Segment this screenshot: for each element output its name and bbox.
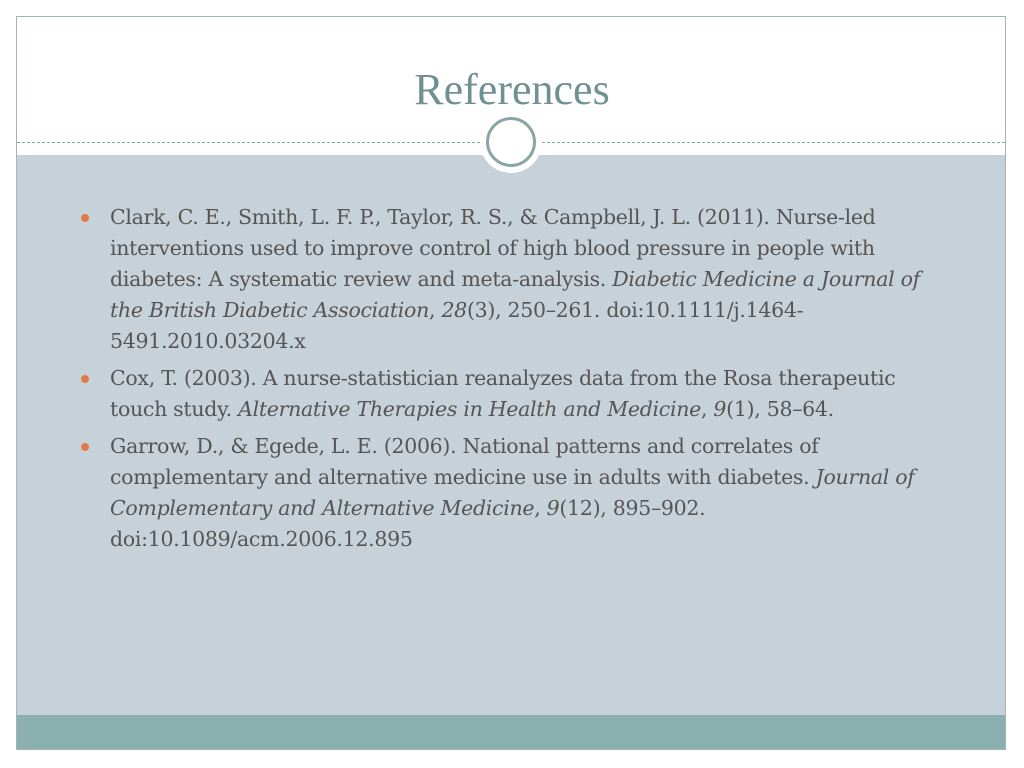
reference-sep: , (700, 397, 714, 421)
reference-volume: 9 (546, 496, 560, 520)
page-title: References (414, 65, 610, 114)
reference-lead: Garrow, D., & Egede, L. E. (2006). National patterns and correlates of complementary and alternative medicine use in adults with diabetes. (110, 434, 819, 489)
reference-item-clark (78, 202, 948, 357)
reference-journal: Journal of Complementary and Alternative Medicine (110, 465, 915, 520)
reference-item-cox (78, 363, 948, 425)
bullet-icon (81, 375, 89, 383)
reference-sep: , (429, 298, 442, 322)
reference-volume: 9 (713, 397, 727, 421)
reference-tail: (3), 250–261. doi:10.1111/j.1464-5491.2010.03204.x (110, 298, 804, 353)
reference-tail: (12), 895–902. doi:10.1089/acm.2006.12.895 (110, 496, 706, 551)
reference-lead: Cox, T. (2003). A nurse-statistician reanalyzes data from the Rosa therapeutic touch study. (110, 366, 896, 421)
reference-lead: Clark, C. E., Smith, L. F. P., Taylor, R. S., & Campbell, J. L. (2011). Nurse-led interventions used to improve control of high blood pressure in people with diabetes: A systematic review and meta-analysis. (110, 205, 876, 291)
reference-tail: (1), 58–64. (726, 397, 834, 421)
reference-sep: , (534, 496, 547, 520)
reference-volume: 28 (441, 298, 467, 322)
bullet-icon (81, 214, 89, 222)
circle-ornament-icon (480, 111, 542, 173)
circle-ring (486, 117, 536, 167)
bullet-icon (81, 443, 89, 451)
reference-item-garrow (78, 431, 948, 555)
footer-bar (17, 715, 1005, 749)
reference-journal: Diabetic Medicine a Journal of the British Diabetic Association (110, 267, 920, 322)
reference-list (78, 202, 948, 561)
reference-journal: Alternative Therapies in Health and Medicine (238, 397, 701, 421)
